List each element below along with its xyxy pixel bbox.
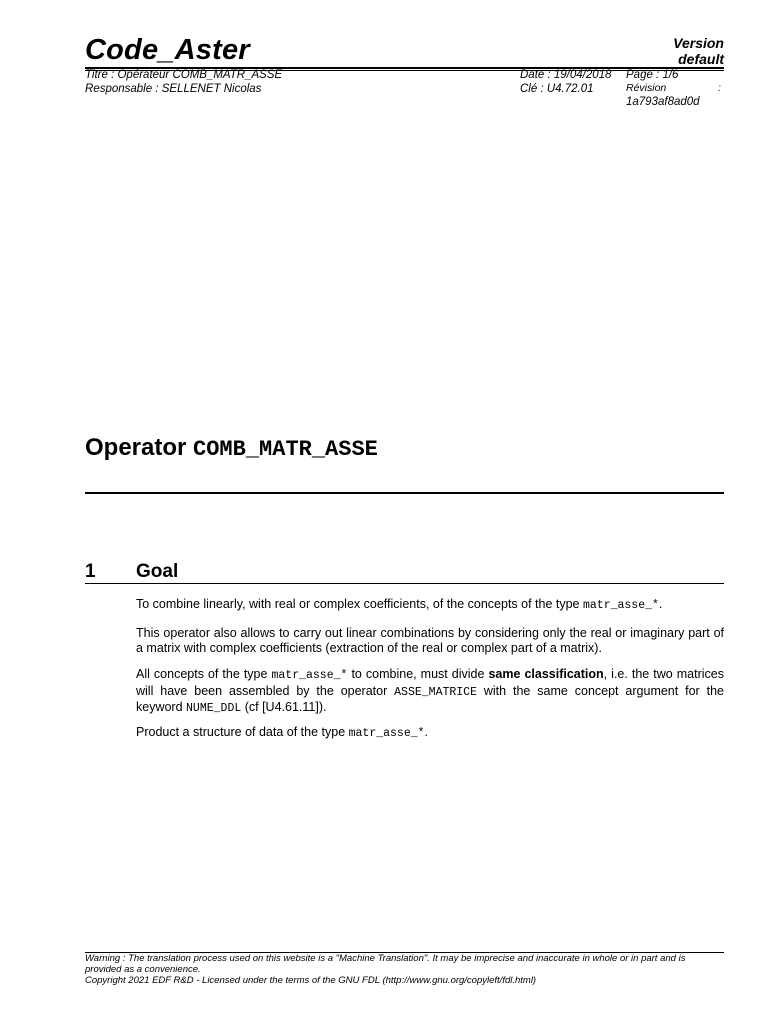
p3-code-2: ASSE_MATRICE [394,685,477,699]
titre-value: Opérateur COMB_MATR_ASSE [117,69,283,81]
cle-line [520,82,594,96]
p3-text-5: (cf [U4.61.11]). [241,700,327,714]
revision-colon: : [718,82,721,94]
cle-label: Clé : [520,83,547,95]
page-line [626,68,678,82]
date-line [520,68,611,82]
date-value: 19/04/2018 [553,69,612,81]
p2-text: This operator also allows to carry out linear combinations by considering only the real or imaginary part of a matrix with complex coefficients (extraction of the real or complex part of a matrix). [136,626,724,655]
page-title [85,434,378,462]
p3-text-4: with the same concept argument for the keyword [136,683,724,714]
titre-label: Titre : [85,69,118,81]
p4-text-end: . [424,725,429,739]
paragraph-4 [136,725,724,742]
title-rule [85,492,724,494]
revision-label: Révision [626,82,667,94]
paragraph-3 [136,667,724,717]
p3-bold: same classification [488,667,604,681]
paragraph-1 [136,597,724,614]
section-rule [85,583,724,584]
date-label: Date : [520,69,554,81]
p3-code-3: NUME_DDL [186,702,242,715]
responsable-label: Responsable : [85,83,162,95]
responsable-line [85,82,261,96]
brand-logo: Code_Aster [85,34,250,66]
footer-warning: Warning : The translation process used on this website is a "Machine Translation". It may be imprecise and inaccurate in whole or in part and is provided as a convenience. [85,953,686,975]
p3-text-2: to combine, must divide [347,667,489,681]
title-prefix: Operator [85,434,194,461]
version-block [673,35,724,67]
p4-code: matr_asse_* [348,727,425,740]
paragraph-2 [136,626,724,655]
titre-line [85,68,282,82]
responsable-value: SELLENET Nicolas [161,83,262,95]
version-value: default [678,51,724,67]
p3-text-1: All concepts of the type [136,667,272,681]
p3-code-1: matr_asse_* [271,669,348,682]
p4-text: Product a structure of data of the type [136,725,349,739]
page-value: 1/6 [662,69,679,81]
p1-code: matr_asse_* [583,599,659,612]
version-label: Version [673,35,724,51]
footer [85,953,724,986]
p1-text: To combine linearly, with real or complex coefficients, of the concepts of the type [136,597,583,611]
page-label: Page : [626,69,663,81]
p3-text-3: , i.e. the two matrices will have been assembled by the operator [136,667,724,698]
cle-value: U4.72.01 [546,83,594,95]
section-title: Goal [136,561,179,582]
section-number: 1 [85,561,96,582]
title-code: COMB_MATR_ASSE [193,437,378,462]
revision-value: 1a793af8ad0d [626,96,700,108]
p1-text-end: . [658,597,663,611]
footer-copyright: Copyright 2021 EDF R&D - Licensed under the terms of the GNU FDL (http://www.gnu.org/copyleft/fdl.html) [85,975,537,986]
